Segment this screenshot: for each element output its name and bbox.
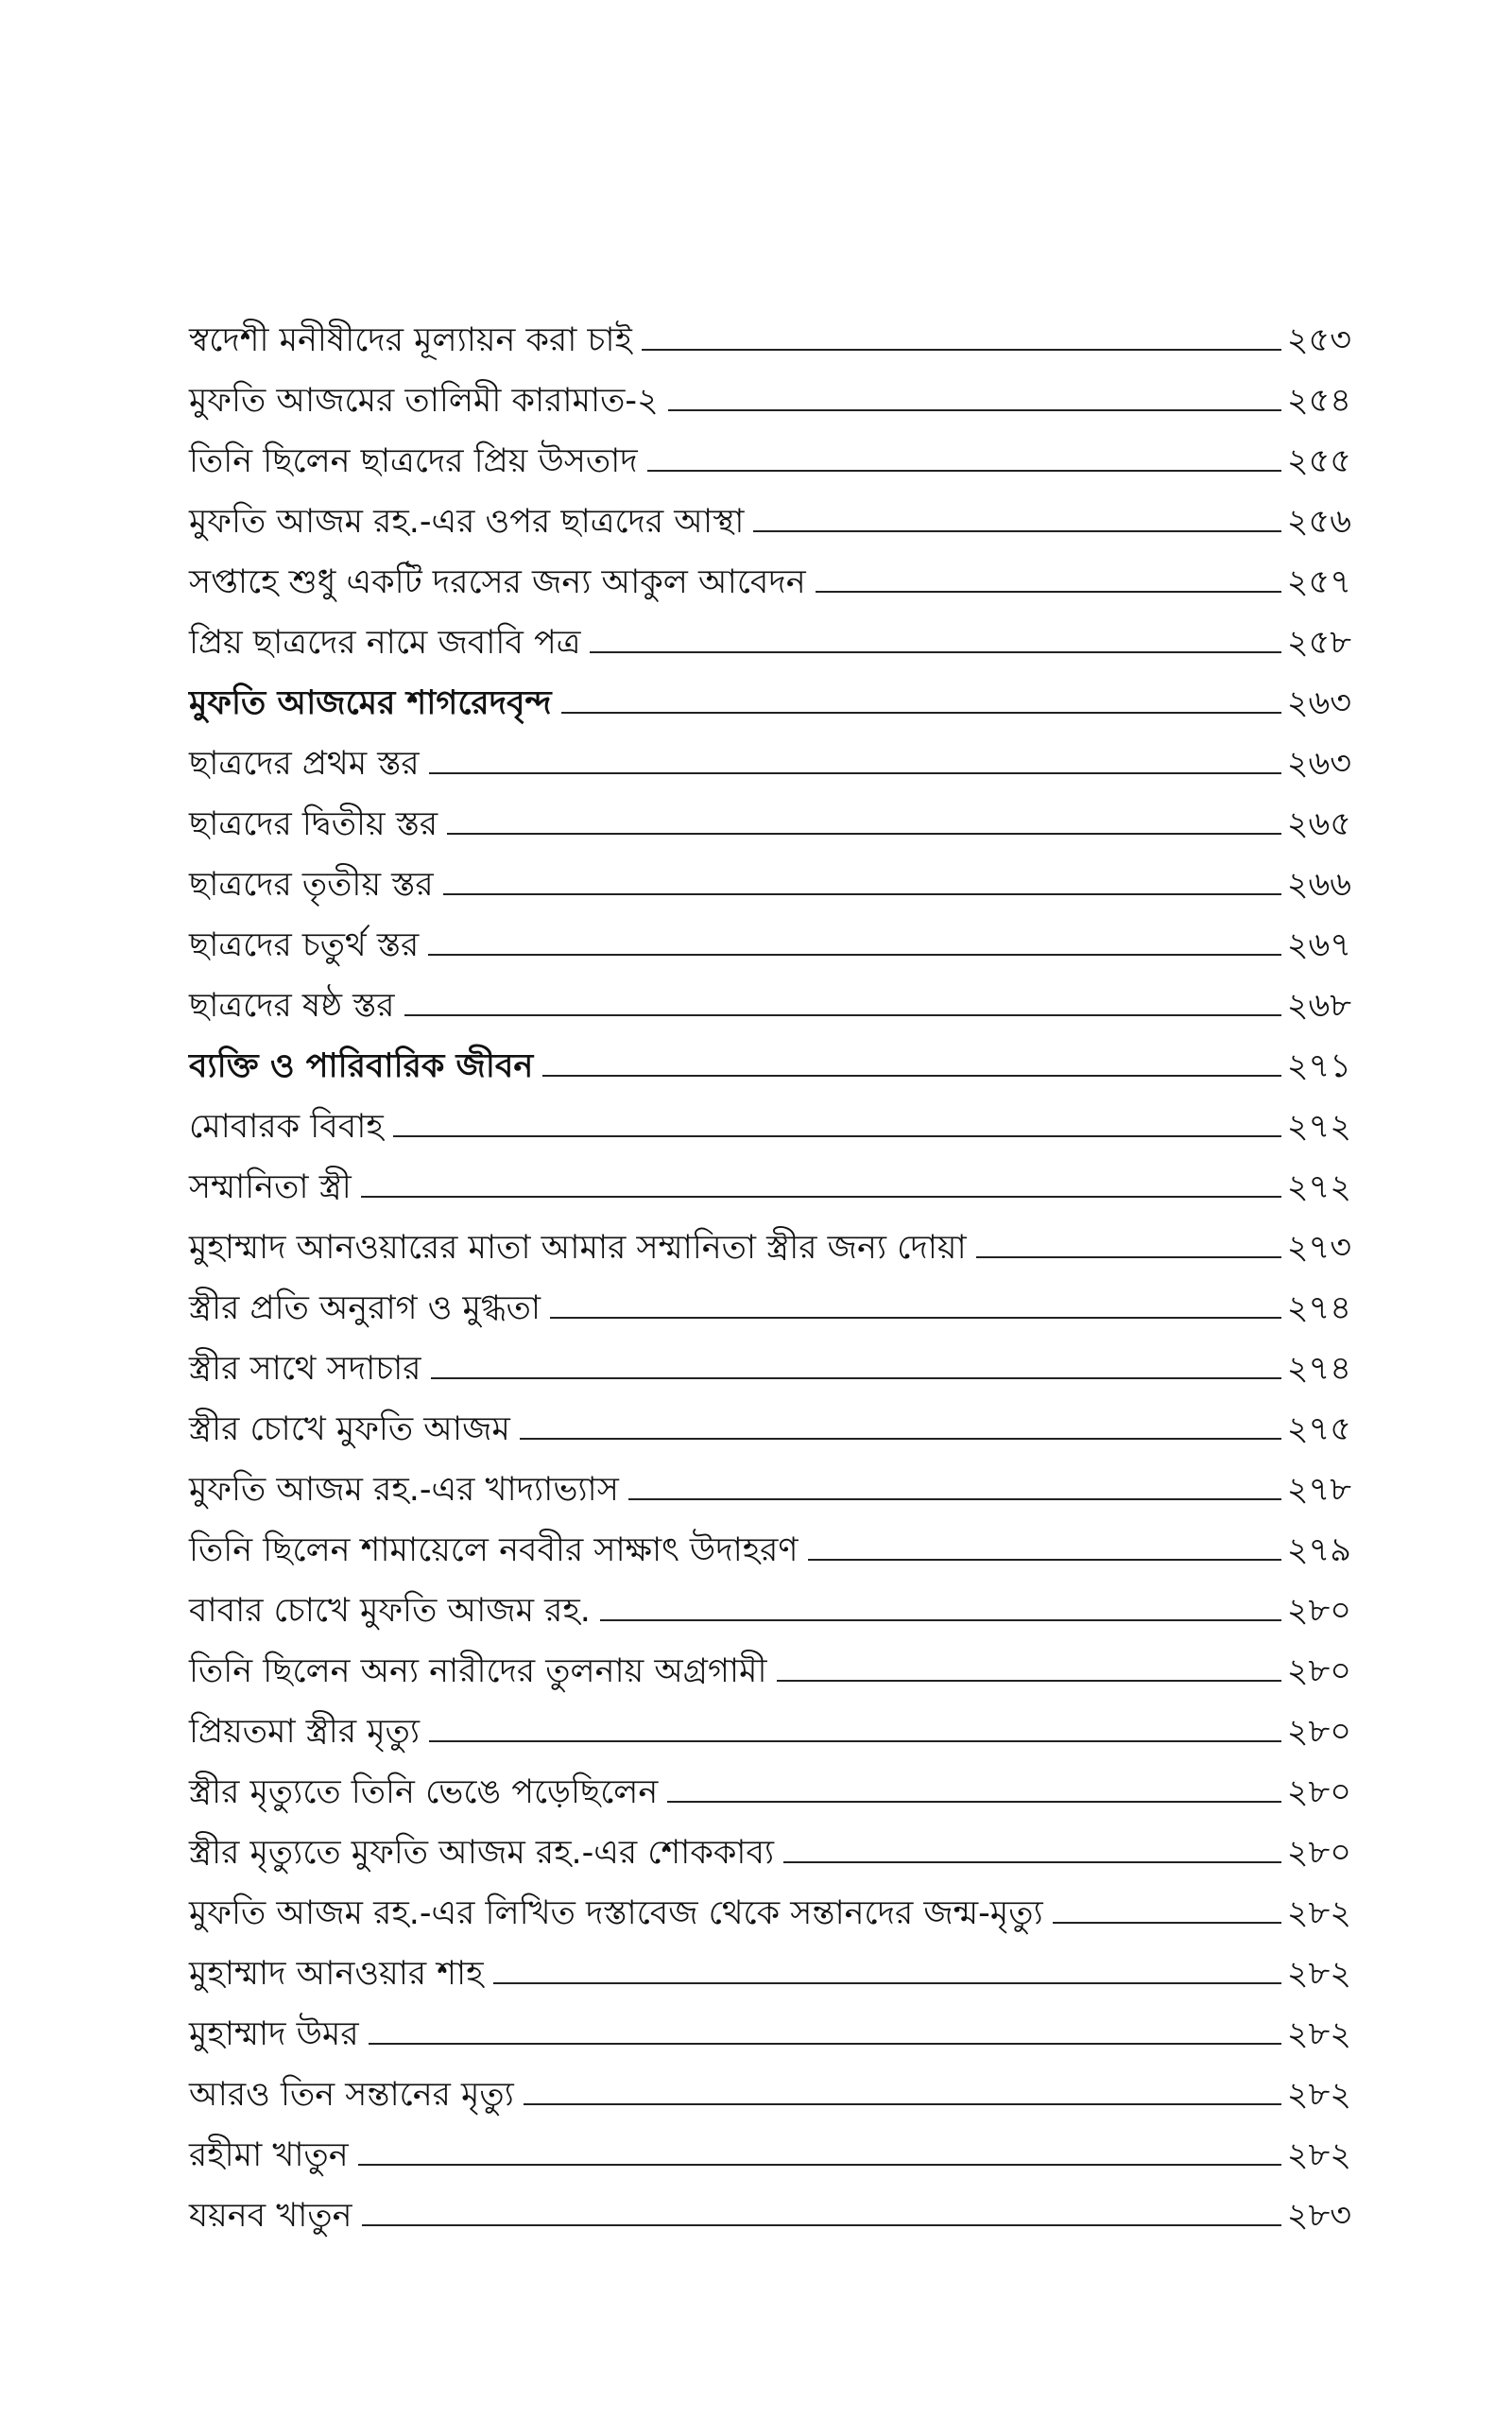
toc-entry: [189, 1568, 1351, 1629]
toc-leader-line: [431, 1377, 1281, 1379]
toc-entry: [189, 2052, 1351, 2113]
toc-entry-page-number: ২৮২: [1286, 2014, 1351, 2053]
toc-leader-line: [628, 1498, 1281, 1500]
toc-leader-line: [561, 712, 1281, 714]
toc-leader-line: [429, 772, 1281, 774]
table-of-contents: [189, 298, 1351, 2234]
toc-entry-page-number: ২৬৬: [1286, 865, 1351, 904]
toc-entry-page-number: ২৮০: [1286, 1772, 1351, 1811]
toc-leader-line: [753, 530, 1280, 532]
toc-entry-page-number: ২৬৫: [1286, 804, 1351, 843]
toc-entry-title: স্ত্রীর সাথে সদাচার: [189, 1349, 421, 1388]
toc-entry-page-number: ২৮০: [1286, 1651, 1351, 1690]
toc-entry-page-number: ২৮৩: [1286, 2196, 1351, 2235]
toc-entry-title: তিনি ছিলেন অন্য নারীদের তুলনায় অগ্রগামী: [189, 1651, 767, 1690]
toc-entry-page-number: ২৮২: [1286, 1954, 1351, 1993]
toc-entry-page-number: ২৮০: [1286, 1591, 1351, 1630]
toc-entry-title: যয়নব খাতুন: [189, 2196, 352, 2235]
toc-entry: [189, 2113, 1351, 2173]
toc-entry: [189, 1326, 1351, 1387]
toc-entry-page-number: ২৮০: [1286, 1833, 1351, 1872]
toc-entry-title: মুফতি আজম রহ.-এর খাদ্যাভ্যাস: [189, 1470, 619, 1509]
toc-entry-page-number: ২৭২: [1286, 1107, 1351, 1146]
toc-leader-line: [783, 1861, 1281, 1863]
toc-entry: [189, 1084, 1351, 1145]
toc-entry-title: প্রিয় ছাত্রদের নামে জবাবি পত্র: [189, 623, 581, 662]
toc-leader-line: [667, 1801, 1280, 1803]
toc-entry-page-number: ২৭৪: [1286, 1288, 1351, 1327]
toc-entry-title: মুহাম্মাদ আনওয়ার শাহ: [189, 1954, 484, 1993]
toc-entry: [189, 963, 1351, 1024]
toc-entry-page-number: ২৮২: [1286, 2135, 1351, 2174]
toc-leader-line: [816, 591, 1281, 593]
toc-entry-title: স্ত্রীর চোখে মুফতি আজম: [189, 1409, 510, 1448]
toc-entry: [189, 1629, 1351, 1689]
toc-leader-line: [808, 1559, 1281, 1561]
toc-entry-title: মোবারক বিবাহ: [189, 1107, 384, 1146]
toc-entry-title: মুফতি আজম রহ.-এর লিখিত দস্তাবেজ থেকে সন্তানদের জন্ম-মৃত্যু: [189, 1893, 1043, 1932]
toc-entry-page-number: ২৮০: [1286, 1712, 1351, 1751]
toc-entry-title: তিনি ছিলেন ছাত্রদের প্রিয় উসতাদ: [189, 441, 638, 480]
toc-entry-title: ছাত্রদের চতুর্থ স্তর: [189, 925, 420, 964]
toc-entry-page-number: ২৬৩: [1286, 744, 1351, 783]
toc-leader-line: [404, 1014, 1281, 1016]
toc-leader-line: [520, 1438, 1281, 1440]
toc-entry: [189, 419, 1351, 479]
toc-leader-line: [428, 954, 1280, 956]
toc-entry: [189, 600, 1351, 661]
toc-entry-title: মুহাম্মাদ উমর: [189, 2014, 359, 2053]
toc-entry-page-number: ২৬৩: [1286, 683, 1351, 722]
toc-leader-line: [976, 1256, 1281, 1258]
toc-entry-title: ব্যক্তি ও পারিবারিক জীবন: [189, 1046, 534, 1085]
toc-entry: [189, 1931, 1351, 1992]
toc-entry: [189, 1447, 1351, 1508]
toc-leader-line: [443, 893, 1281, 895]
toc-entry-title: ছাত্রদের প্রথম স্তর: [189, 744, 420, 783]
toc-entry: [189, 2173, 1351, 2234]
toc-leader-line: [777, 1680, 1281, 1682]
toc-entry: [189, 479, 1351, 540]
toc-entry: [189, 1750, 1351, 1810]
toc-leader-line: [642, 349, 1281, 351]
toc-leader-line: [1053, 1922, 1281, 1924]
toc-entry-page-number: ২৫৫: [1286, 441, 1351, 480]
toc-entry-title: মুফতি আজমের তালিমী কারামাত-২: [189, 381, 659, 420]
toc-leader-line: [542, 1075, 1281, 1077]
toc-entry: [189, 1266, 1351, 1326]
toc-entry-page-number: ২৭৮: [1286, 1470, 1351, 1509]
toc-entry-title: প্রিয়তমা স্ত্রীর মৃত্যু: [189, 1712, 421, 1751]
toc-leader-line: [362, 2224, 1281, 2226]
toc-entry-page-number: ২৫৬: [1286, 502, 1351, 541]
toc-leader-line: [361, 1196, 1281, 1198]
toc-entry-title: বাবার চোখে মুফতি আজম রহ.: [189, 1591, 591, 1630]
toc-entry-title: স্বদেশী মনীষীদের মূল্যায়ন করা চাই: [189, 320, 632, 359]
toc-entry-page-number: ২৫৩: [1286, 320, 1351, 359]
toc-entry: [189, 1508, 1351, 1568]
toc-entry-title: ছাত্রদের ষষ্ঠ স্তর: [189, 986, 395, 1025]
toc-entry: [189, 1205, 1351, 1266]
toc-leader-line: [600, 1619, 1281, 1621]
toc-leader-line: [647, 470, 1281, 472]
toc-entry-page-number: ২৭৪: [1286, 1349, 1351, 1388]
toc-entry: [189, 903, 1351, 963]
toc-leader-line: [429, 1740, 1281, 1742]
toc-entry: [189, 1810, 1351, 1871]
toc-entry-page-number: ২৮২: [1286, 1893, 1351, 1932]
toc-leader-line: [668, 409, 1281, 411]
toc-entry-page-number: ২৭৩: [1286, 1228, 1351, 1267]
toc-entry: [189, 721, 1351, 782]
toc-entry-title: তিনি ছিলেন শামায়েলে নববীর সাক্ষাৎ উদাহরণ: [189, 1530, 799, 1569]
toc-leader-line: [369, 2043, 1281, 2045]
toc-entry: [189, 358, 1351, 419]
toc-entry: [189, 298, 1351, 358]
toc-entry: [189, 1145, 1351, 1205]
toc-leader-line: [590, 651, 1280, 653]
toc-entry-title: সম্মানিতা স্ত্রী: [189, 1167, 352, 1206]
toc-entry-page-number: ২৮২: [1286, 2075, 1351, 2114]
toc-entry: [189, 782, 1351, 842]
toc-entry: [189, 1992, 1351, 2052]
toc-rows: [189, 298, 1351, 2234]
toc-leader-line: [493, 1982, 1281, 1984]
toc-entry: [189, 1871, 1351, 1931]
toc-entry-title: স্ত্রীর মৃত্যুতে মুফতি আজম রহ.-এর শোককাব্য: [189, 1833, 775, 1872]
toc-entry: [189, 1689, 1351, 1750]
toc-entry-page-number: ২৭৯: [1286, 1530, 1351, 1569]
toc-entry-page-number: ২৭১: [1286, 1046, 1351, 1085]
toc-entry-page-number: ২৬৭: [1286, 925, 1351, 964]
toc-entry-page-number: ২৫৮: [1286, 623, 1351, 662]
toc-leader-line: [550, 1317, 1281, 1319]
toc-entry-title: ছাত্রদের তৃতীয় স্তর: [189, 865, 434, 904]
toc-leader-line: [393, 1135, 1281, 1137]
toc-entry-page-number: ২৭২: [1286, 1167, 1351, 1206]
toc-leader-line: [358, 2164, 1281, 2166]
toc-section-heading: [189, 1024, 1351, 1084]
toc-entry-title: স্ত্রীর প্রতি অনুরাগ ও মুগ্ধতা: [189, 1288, 541, 1327]
toc-entry: [189, 540, 1351, 600]
toc-entry-page-number: ২৬৮: [1286, 986, 1351, 1025]
toc-entry-page-number: ২৭৫: [1286, 1409, 1351, 1448]
toc-entry: [189, 842, 1351, 903]
toc-entry-title: মুফতি আজম রহ.-এর ওপর ছাত্রদের আস্থা: [189, 502, 745, 541]
toc-entry-page-number: ২৫৪: [1286, 381, 1351, 420]
toc-entry-title: মুফতি আজমের শাগরেদবৃন্দ: [189, 683, 552, 722]
toc-entry-page-number: ২৫৭: [1286, 562, 1351, 601]
toc-entry-title: রহীমা খাতুন: [189, 2135, 349, 2174]
toc-entry-title: আরও তিন সন্তানের মৃত্যু: [189, 2075, 514, 2114]
toc-entry: [189, 1387, 1351, 1447]
toc-leader-line: [524, 2103, 1281, 2105]
toc-leader-line: [447, 833, 1281, 835]
toc-entry-title: মুহাম্মাদ আনওয়ারের মাতা আমার সম্মানিতা স্ত্রীর জন্য দোয়া: [189, 1228, 967, 1267]
toc-entry-title: সপ্তাহে শুধু একটি দরসের জন্য আকুল আবেদন: [189, 562, 806, 601]
toc-section-heading: [189, 661, 1351, 721]
toc-entry-title: স্ত্রীর মৃত্যুতে তিনি ভেঙে পড়েছিলেন: [189, 1772, 659, 1811]
toc-entry-title: ছাত্রদের দ্বিতীয় স্তর: [189, 804, 438, 843]
